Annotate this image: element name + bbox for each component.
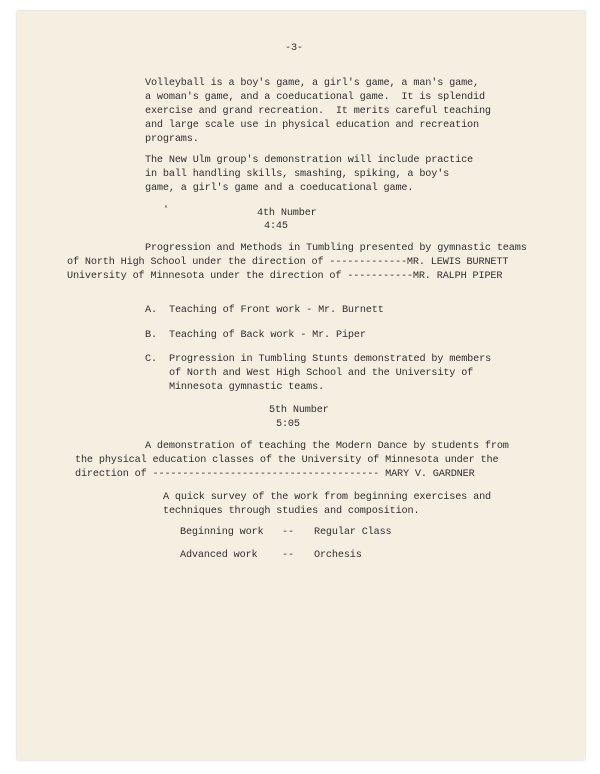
volleyball-line-5: programs.: [145, 134, 199, 145]
tumbling-item-c-line-2: of North and West High School and the University of: [169, 368, 474, 379]
survey-line-1: A quick survey of the work from beginning exercises and: [163, 492, 491, 503]
new-ulm-line-1: The New Ulm group's demonstration will include practice: [145, 155, 473, 166]
tumbling-intro-line-1: Progression and Methods in Tumbling presented by gymnastic teams: [145, 243, 527, 254]
tumbling-item-b-letter: B.: [145, 330, 157, 341]
tumbling-item-c-line-1: Progression in Tumbling Stunts demonstrated by members: [169, 354, 492, 365]
fourth-number-time: 4:45: [264, 221, 288, 232]
volleyball-line-3: exercise and grand recreation. It merits careful teaching: [145, 106, 491, 117]
advanced-work-dash: --: [282, 550, 294, 561]
new-ulm-line-2: in ball handling skills, smashing, spiking, a boy's: [145, 169, 450, 180]
tumbling-item-a-text: Teaching of Front work - Mr. Burnett: [169, 305, 384, 316]
fifth-number-heading: 5th Number: [269, 405, 329, 416]
page-number: -3-: [285, 43, 303, 54]
dance-intro-line-3: direction of -------------------------------------- MARY V. GARDNER: [75, 469, 475, 480]
document-page: [17, 11, 585, 760]
beginning-work-label: Beginning work: [180, 527, 264, 538]
dance-intro-line-2: the physical education classes of the University of Minnesota under the: [75, 455, 499, 466]
advanced-work-label: Advanced work: [180, 550, 258, 561]
new-ulm-line-3: game, a girl's game and a coeducational game.: [145, 183, 414, 194]
beginning-work-class: Regular Class: [314, 527, 392, 538]
tumbling-intro-line-3: University of Minnesota under the direction of -----------MR. RALPH PIPER: [67, 271, 503, 282]
ink-speck: [165, 205, 167, 208]
volleyball-line-2: a woman's game, and a coeducational game. It is splendid: [145, 92, 485, 103]
fourth-number-heading: 4th Number: [257, 208, 317, 219]
dance-intro-line-1: A demonstration of teaching the Modern Dance by students from: [145, 441, 509, 452]
advanced-work-class: Orchesis: [314, 550, 362, 561]
volleyball-line-4: and large scale use in physical education and recreation: [145, 120, 479, 131]
beginning-work-dash: --: [282, 527, 294, 538]
tumbling-item-c-line-3: Minnesota gymnastic teams.: [169, 382, 325, 393]
tumbling-intro-line-2: of North High School under the direction of -------------MR. LEWIS BURNETT: [67, 257, 509, 268]
survey-line-2: techniques through studies and composition.: [163, 506, 420, 517]
tumbling-item-b-text: Teaching of Back work - Mr. Piper: [169, 330, 366, 341]
tumbling-item-a-letter: A.: [145, 305, 157, 316]
tumbling-item-c-letter: C.: [145, 354, 157, 365]
volleyball-line-1: Volleyball is a boy's game, a girl's game, a man's game,: [145, 78, 479, 89]
fifth-number-time: 5:05: [276, 419, 300, 430]
